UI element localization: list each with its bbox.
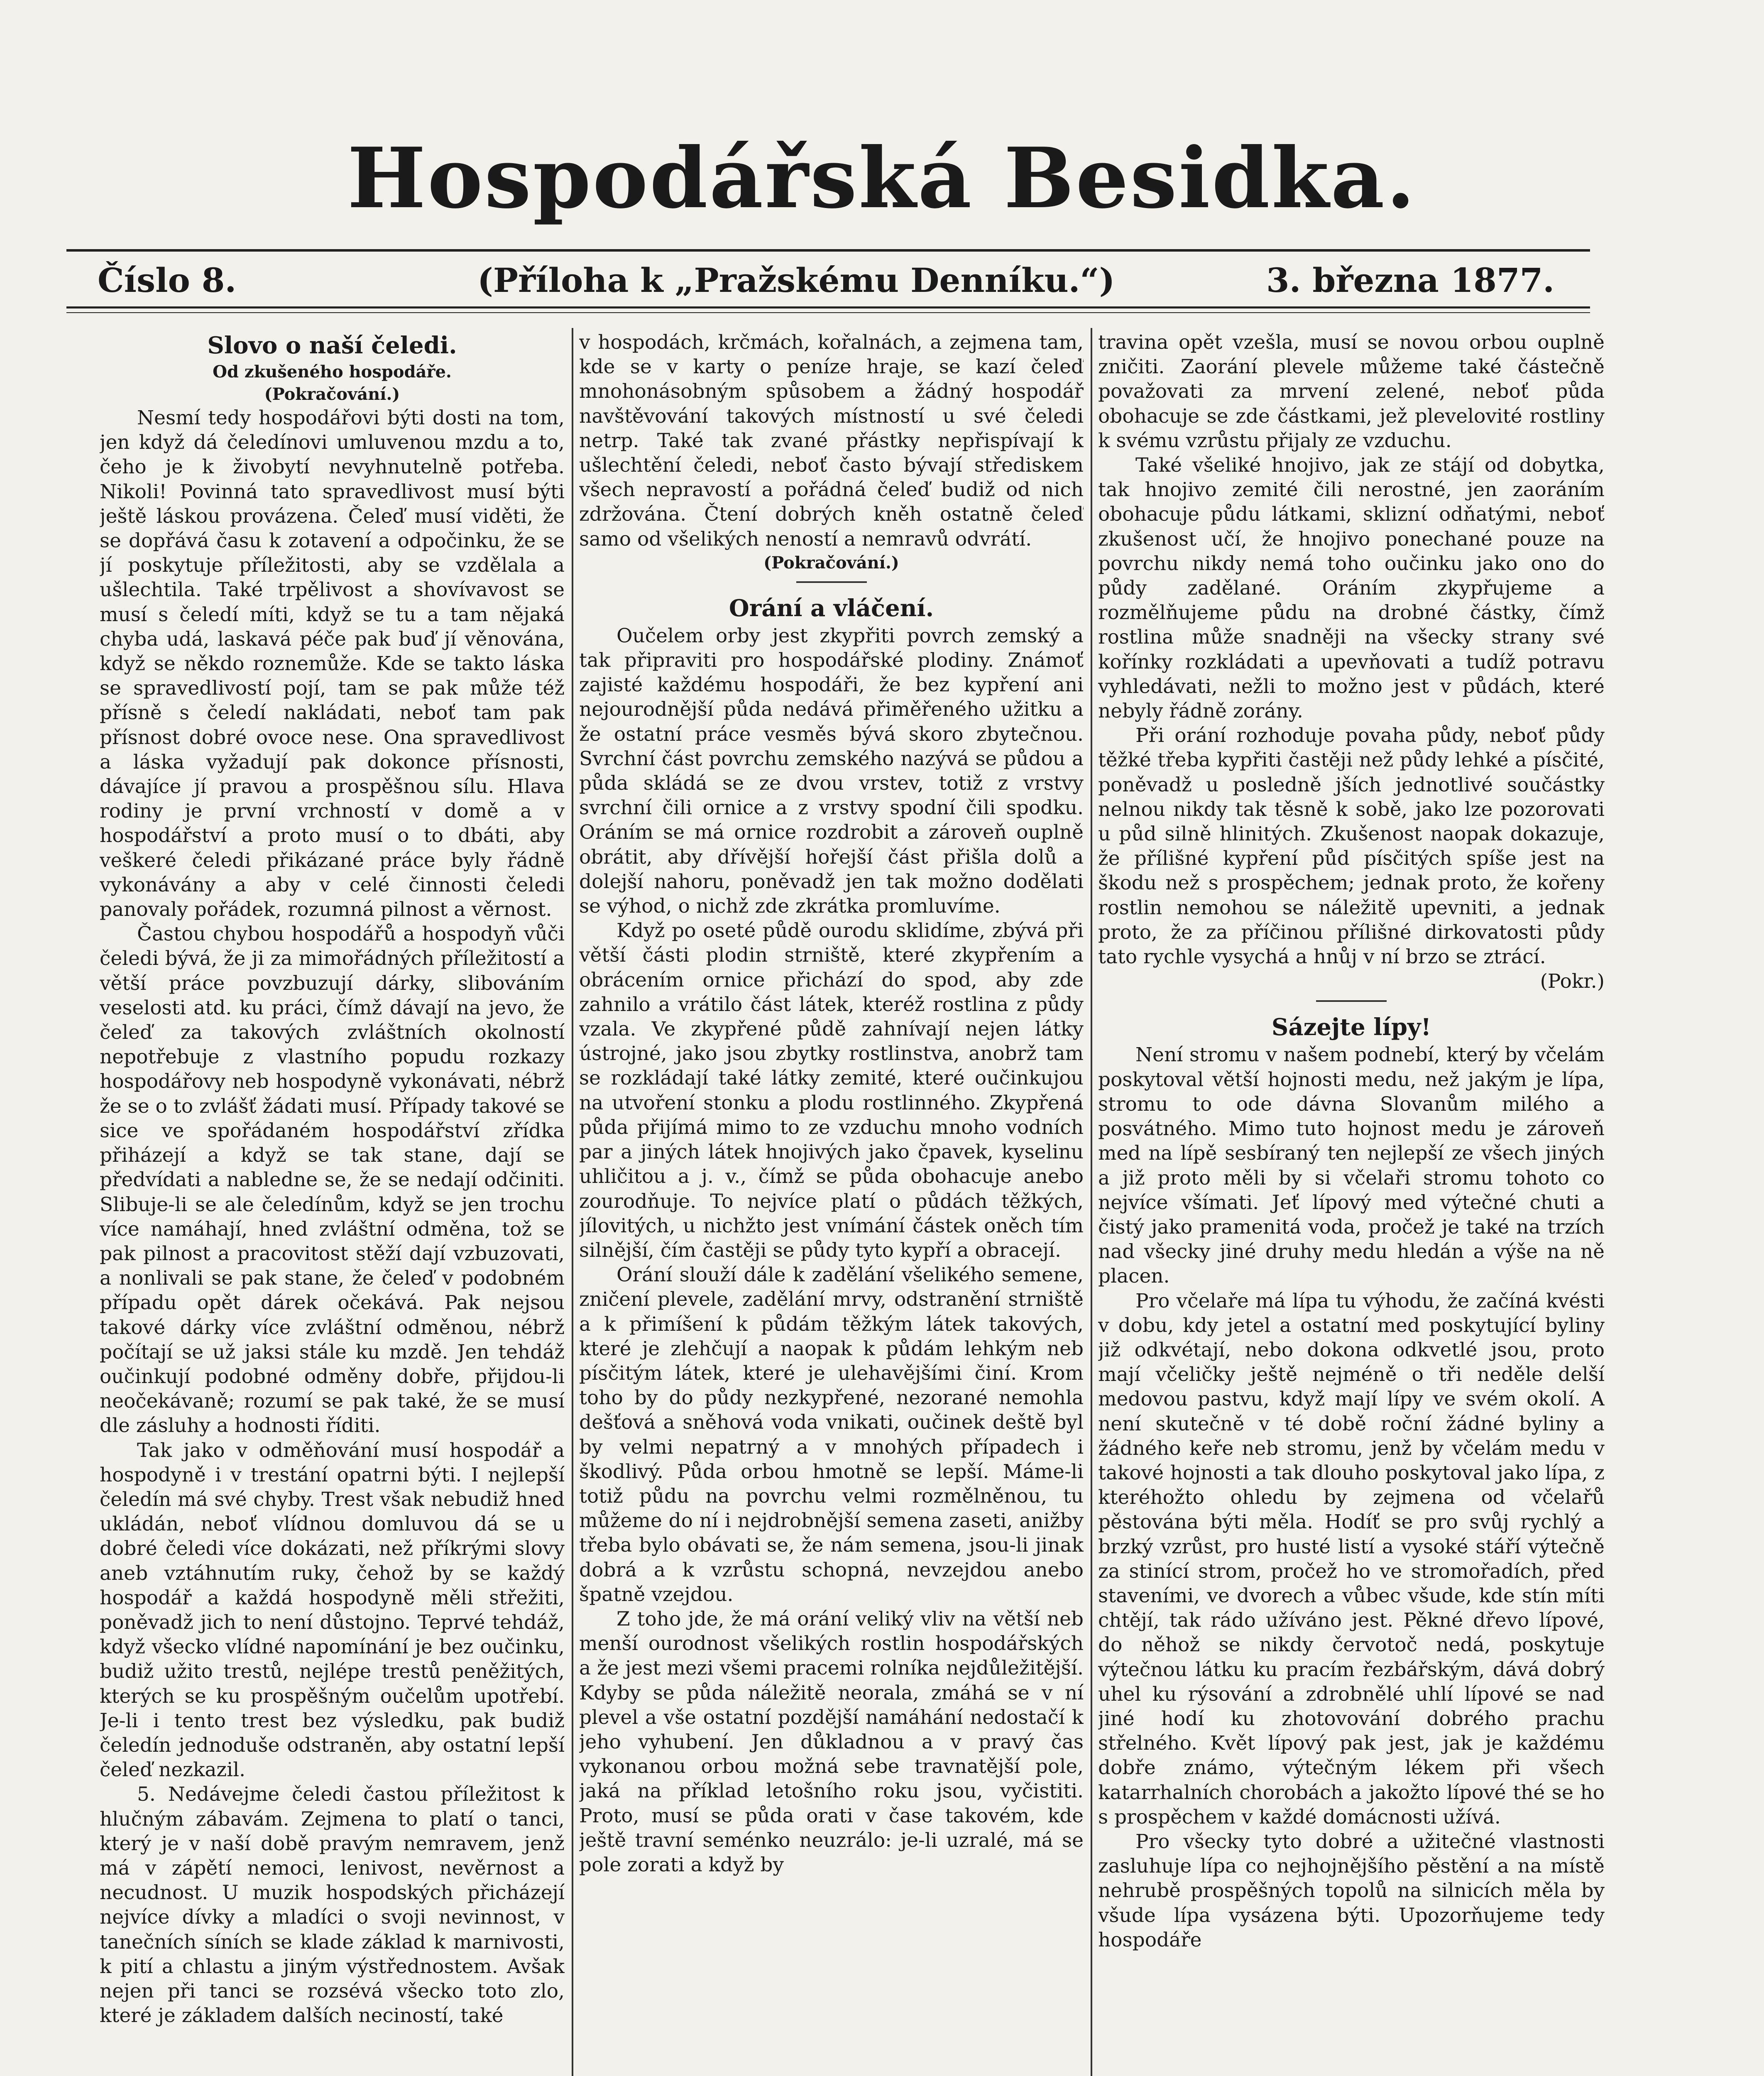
header-top-rule	[66, 249, 1590, 252]
masthead-title: Hospodářská Besidka.	[347, 130, 1417, 227]
column-1	[100, 330, 565, 2076]
paragraph: Oučelem orby jest zkypřiti povrch zemský a tak připraviti pro hospodářské plodiny. Známoť zajisté každému hospodáři, že bez kypření ani nejourodnější půda nedává přiměřeného užitku a že ostatní práce vesměs bývá skoro zbytečnou. Svrchní část povrchu zemského nazývá se půdou a půda skládá se ze dvou vrstev, totiž z vrstvy svrchní čili ornice a z vrstvy spodní čili spodku. Oráním se má ornice rozdrobit a zároveň ouplně obrátit, aby dřívější hořejší část přišla dolů a dolejší nahoru, poněvadž jen tak možno dodělati se výhod, o nichž zde zkrátka promluvíme.	[579, 624, 1084, 918]
header-bottom-rule-thin	[66, 312, 1590, 313]
supplement-note: (Příloha k „Pražskému Denníku.“)	[477, 261, 1115, 300]
paragraph: v hospodách, krčmách, kořalnách, a zejmena tam, kde se v karty o peníze hraje, se kazí čeleď mnohonásobným spůsobem a žádný hospodář navštěvování takových místností u své čeledi netrp. Také tak zvané přástky nepřispívají k ušlechtění čeledi, neboť často bývají střediskem všech nepravostí a pořádná čeleď budiž od nich zdržována. Čtení dobrých kněh ostatně čeleď samo od všelikých neností a nemravů odvrátí.	[579, 331, 1084, 551]
article-byline: Od zkušeného hospodáře.	[213, 362, 452, 382]
paragraph: Pro všecky tyto dobré a užitečné vlastnosti zasluhuje lípa co nejhojnějšího pěstění a na místě nehrubě prospěšných topolů na silnicích měla by všude lípa vysázena býti. Upozorňujeme tedy hospodáře	[1098, 1830, 1605, 1951]
column-separator-1	[572, 328, 573, 2076]
issue-date: 3. března 1877.	[1266, 261, 1555, 300]
article-title-celed: Slovo o naší čeledi.	[207, 332, 457, 359]
continuation-note: (Pokračování.)	[264, 384, 400, 404]
continuation-note: (Pokr.)	[1540, 970, 1605, 993]
paragraph: Orání slouží dále k zadělání všelikého semene, zničení plevele, zadělání mrvy, odstranění strniště a k přimíšení k půdám těžkým látek takových, které je zlehčují a naopak k půdám lehkým neb písčitým látek, které je ulehavějšími činí. Krom toho by do půdy nezkypřené, nezorané nemohla dešťová a sněhová voda vnikati, oučinek deště byl by velmi nepatrný a v mnohých případech i škodlivý. Půda orbou hmotně se lepší. Máme-li totiž půdu na povrchu velmi rozmělněnou, tu můžeme do ní i nejdrobnější semena zaseti, anižby třeba bylo obávati se, že nám semena, jsou-li jinak dobrá a k vzrůstu schopná, nevzejdou anebo špatně vzejdou.	[579, 1263, 1084, 1606]
paragraph: Tak jako v odměňování musí hospodář a hospodyně i v trestání opatrni býti. I nejlepší čeledín má své chyby. Trest však nebudiž hned ukládán, neboť vlídnou domluvou dá se u dobré čeledi více dokázati, než příkrými slovy aneb vztáhnutím ruky, čehož by se každý hospodář a každá hospodyně měli střežiti, poněvadž jich to není důstojno. Teprvé tehdáž, když všecko vlídné napomínání je bez oučinku, budiž užito trestů, nejlépe trestů peněžitých, kterých se ku prospěšným oučelům upotřebí. Je-li i tento trest bez výsledku, pak budiž čeledín jednoduše odstraněn, aby ostatní lepší čeleď nezkazil.	[100, 1439, 565, 1782]
section-divider	[796, 581, 867, 583]
paragraph: Také všeliké hnojivo, jak ze stájí od dobytka, tak hnojivo zemité čili nerostné, jen zaoráním obohacuje půdu látkami, skliznί odňatými, neboť zkušenost učí, že hnojivo ponechané pouze na povrchu nikdy nemá toho oučinku jako ono do půdy zadělané. Oráním zkypřujeme a rozmělňujeme půdu na drobné částky, čímž rostlina může snadněji na všecky strany své kořínky rozkládati a upevňovati a tudíž potravu vyhledávati, nežli to možno jest v půdách, které nebyly řádně zorány.	[1098, 454, 1605, 723]
paragraph: Nesmí tedy hospodářovi býti dosti na tom, jen když dá čeledínovi umluvenou mzdu a to, čeho je k živobytí nevyhnutelně potřeba. Nikoli! Povinná tato spravedlivost musí býti ještě láskou provázena. Čeleď musí viděti, že se dopřává času k zotavení a odpočinku, že se jí poskytuje příležitosti, aby se vzdělala a ušlechtila. Také trpělivost a shovívavost se musí s čeledí míti, když se tu a tam nějaká chyba udá, laskavá péče pak buď jí věnována, když se někdo roznemůže. Kde se takto láska se spravedlivostí pojí, tam se pak může též přísně s čeledí nakládati, neboť tam pak přísnost dobré ovoce nese. Ona spravedlivost a láska vyžadují pak dokonce přísnosti, dávajíce jí pravou a prospěšnou sílu. Hlava rodiny je první vrchností v domě a v hospodářství a proto musí o to dbáti, aby veškeré čeledi přikázané práce byly řádně vykonávány a aby v celé činnosti čeledi panovaly pořádek, rozumná pilnost a věrnost.	[100, 406, 565, 921]
paragraph: Pro včelaře má lípa tu výhodu, že začíná kvésti v dobu, kdy jetel a ostatní med poskytující byliny již odkvétají, nebo dokona odkvetlé jsou, proto mají včeličky ještě nejméně o tři neděle delší medovou pastvu, když mají lípy ve svém okolí. A není skutečně v té době roční žádné byliny a žádného keře neb stromu, jenž by včelám medu v takové hojnosti a tak dlouho poskytoval jako lípa, z kteréhožto ohledu by zejmena od včelařů pěstována býti měla. Hodíť se pro svůj rychlý a brzký vzrůst, pro husté listí a vysoké stáří výtečně za stinící strom, pročež ho ve stromořadích, před staveními, ve dvorech a vůbec všude, kde stín míti chtějí, tak rádo užíváno jest. Pěkné dřevo lípové, do něhož se nikdy červotoč nedá, poskytuje výtečnou látku ku pracím řezbářským, dává dobrý uhel ku rýsování a zdrobnělé uhlí lípové se nad jiné hodí ku zhotovování dobrého prachu střelného. Květ lípový pak jest, jak je každému dobře známo, výtečným lékem při všech katarrhalních chorobách a jakožto lípové thé se ho s prospěchem v každé domácnosti užívá.	[1098, 1289, 1605, 1829]
header-bottom-rule	[66, 306, 1590, 308]
paragraph: Z toho jde, že má orání veliký vliv na větší neb menší ourodnost všelikých rostlin hospodářských a že jest mezi všemi pracemi rolníka nejdůležitější. Kdyby se půda náležitě neorala, zmáhá se v ní plevel a vše ostatní pozdější namáhání nedostačí k jeho vyhubení. Jen důkladnou a v pravý čas vykonanou orbou možná sebe travnatější pole, jaká na příklad letošního roku jsou, vyčistiti. Proto, musí se půda orati v čase takovém, kde ještě travní seménko neuzrálo: je-li uzralé, má se pole zorati a když by	[579, 1607, 1084, 1876]
article-title-orani: Orání a vláčení.	[729, 594, 934, 622]
column-2	[579, 330, 1084, 2076]
paragraph: Když po oseté půdě ourodu sklidíme, zbývá při větší části plodin strniště, které zkypřením a obrácením ornice přichází do spod, aby zde zahnilo a vrátilo část látek, kteréž rostlina z půdy vzala. Ve zkypřené půdě zahnívají nejen látky ústrojné, jako jsou zbytky rostlinstva, anobrž tam se rozkládají také látky zemité, které oučinkujou na utvoření stonku a plodu rostlinného. Zkypřená půda přijímá mimo to ze vzduchu mnoho vodních par a jiných látek hnojivých jako čpavek, kyselinu uhličitou a j. v., čímž se půda obohacuje anebo zourodňuje. To nejvíce platí o půdách těžkých, jílovitých, u nichžto jest vnímání částek oněch tím silnější, čím častěji se půdy tyto kypří a obracejí.	[579, 919, 1084, 1262]
issue-number: Číslo 8.	[98, 261, 237, 300]
paragraph: Při orání rozhoduje povaha půdy, neboť půdy těžké třeba kypřiti častěji než půdy lehké a písčité, poněvadž u posledně jších jednotlivé součástky nelnou nikdy tak těsně k sobě, jako lze pozorovati u půd silně hlinitých. Zkušenost naopak dokazuje, že přílišné kypření půd písčitých spíše jest na škodu než s prospěchem; jednak proto, že kořeny rostlin nemohou se náležitě upevniti, a jednak proto, že za příčinou přílišné dirkovatosti půdy tato rychle vysychá a hnůj v ní brzo se ztrácí.	[1098, 724, 1605, 969]
paragraph: 5. Nedávejme čeledi častou příležitost k hlučným zábavám. Zejmena to platí o tanci, který je v naší době pravým nemravem, jenž má v zápětí nemoci, lenivost, nevěrnost a necudnost. U muzik hospodských přicházejí nejvíce dívky a mladíci o svoji nevinnost, v tanečních síních se klade základ k marnivosti, k pití a chlastu a jiným výstřednostem. Avšak nejen při tanci se rozsévá všecko toto zlo, které je základem dalších neciností, také	[100, 1783, 565, 2027]
paragraph: Není stromu v našem podnebí, který by včelám poskytoval větší hojnosti medu, než jakým je lípa, stromu to ode dávna Slovanům milého a posvátného. Mimo tuto hojnost medu je zároveň med na lípě sesbíraný ten nejlepší ze všech jiných a již proto měli by si včelaři stromu tohoto co nejvíce všímati. Jeť lípový med výtečné chuti a čistý jako pramenitá voda, pročež je také na trzích nad všecky jiné druhy medu hledán a výše na ně placen.	[1098, 1043, 1605, 1288]
section-divider	[1316, 1000, 1387, 1002]
continuation-note: (Pokračování.)	[763, 553, 899, 573]
paragraph: Častou chybou hospodářů a hospodyň vůči čeledi bývá, že ji za mimořádných příležitostí a větší práce povzbuzují dárky, slibováním veselosti atd. ku práci, čímž dávají na jevo, že čeleď za takových zvláštních okolností nepotřebuje z vlastního popudu rozkazy hospodářovy neb hospodyně vykonávati, nébrž že se o to zvlášť žádati musí. Případy takové se sice ve spořádaném hospodářství zřídka přiházejí a když se tak stane, dají se předvídati a nabledne se, že se nedají odčiniti. Slibuje-li se ale čeledínům, když se jen trochu více namáhají, hned zvláštní odměna, tož se pak pilnost a pracovitost stěží dají vzbuzovati, a nonlivali se pak stane, že čeleď v podobném případu opět dárek očekává. Pak nejsou takové dárky více zvláštní odměnou, nébrž počítají se už jaksi stále ku mzdě. Jen tehdáž oučinkují podobné odměny dobře, přijdou-li neočekávaně; rozumí se pak také, že se musí dle zásluhy a hodnosti říditi.	[100, 923, 565, 1437]
column-3	[1098, 330, 1605, 2076]
paragraph: travina opět vzešla, musí se novou orbou ouplně zničiti. Zaorání plevele můžeme také částečně považovati za mrvení zelené, neboť půda obohacuje se zde částkami, jež plevelovité rostliny k svému vzrůstu přijaly ze vzduchu.	[1098, 331, 1605, 452]
column-separator-2	[1091, 328, 1092, 2076]
article-title-lipy: Sázejte lípy!	[1271, 1014, 1431, 1041]
